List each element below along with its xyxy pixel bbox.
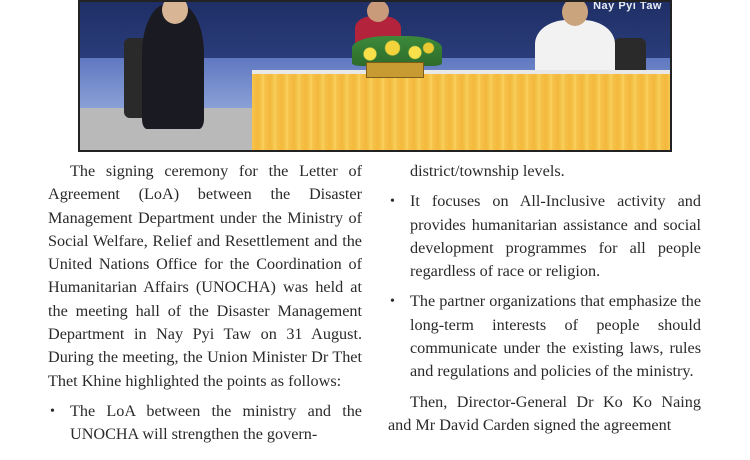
right-bullet-text: It focuses on All-Inclusive activity and provides humanitarian assistance and social development programmes for all people regardless of race or religion. bbox=[410, 192, 701, 281]
photo-nameplate bbox=[366, 62, 424, 78]
left-bullet-text: The LoA between the ministry and the UNOCHA will strengthen the govern- bbox=[70, 401, 362, 444]
bullet-icon: • bbox=[390, 194, 395, 210]
left-column bbox=[48, 160, 362, 454]
ceremony-photo bbox=[78, 0, 672, 152]
right-column bbox=[388, 160, 701, 437]
signing-paragraph: Then, Director-General Dr Ko Ko Naing and Mr David Carden signed the agreement bbox=[388, 392, 701, 434]
left-bullet-item bbox=[48, 400, 362, 447]
photo-table bbox=[252, 70, 672, 152]
right-bullet-text: The partner organizations that emphasize the long-term interests of people should communicate under the existing laws, rules and regulations and policies of the ministry. bbox=[410, 292, 701, 381]
right-bullet-item bbox=[388, 190, 701, 283]
bullet-icon: • bbox=[390, 294, 395, 310]
continued-bullet-text: district/township levels. bbox=[410, 162, 565, 180]
bullet-icon: • bbox=[50, 403, 55, 419]
right-bullet-item bbox=[388, 290, 701, 383]
photo-person-center-head bbox=[367, 0, 389, 22]
left-bullet-list bbox=[48, 400, 362, 447]
intro-paragraph: The signing ceremony for the Letter of Agreement (LoA) between the Disaster Management Department under the Ministry of Social Welfare, Relief and Resettlement and the United Nations Office for the Coordination of Humanitarian Affairs (UNOCHA) was held at the meeting hall of the Disaster Management Department in Nay Pyi Taw on 31 August. During the meeting, the Union Minister Dr Thet Thet Khine highlighted the points as follows: bbox=[48, 162, 362, 390]
photo-overlay-text: Nay Pyi Taw bbox=[593, 0, 662, 12]
right-bullet-list bbox=[388, 190, 701, 383]
